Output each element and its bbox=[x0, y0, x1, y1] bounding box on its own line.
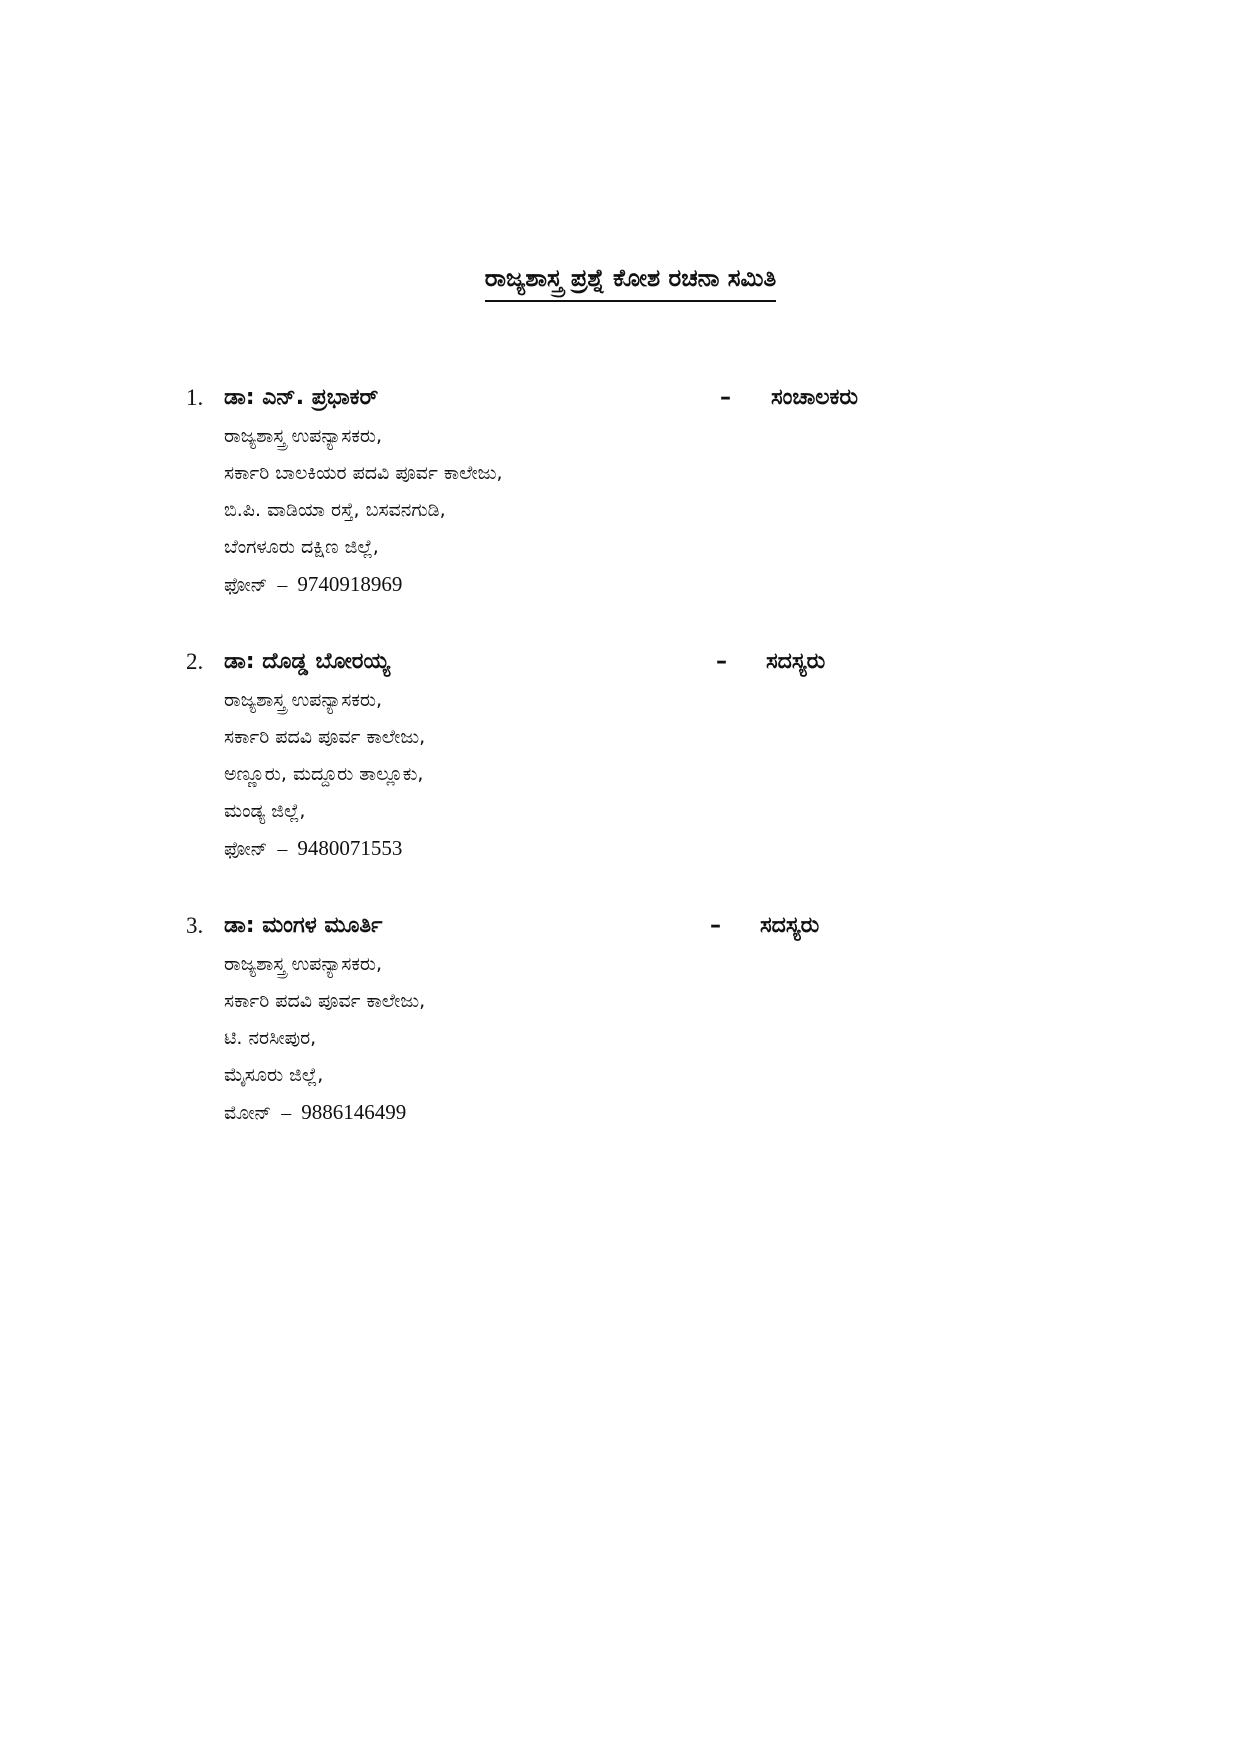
role-separator: – bbox=[720, 385, 731, 410]
phone-number: 9740918969 bbox=[297, 572, 403, 596]
role-separator: – bbox=[710, 913, 721, 938]
phone-line bbox=[224, 1094, 936, 1131]
member-number: 1. bbox=[186, 385, 204, 410]
phone-line bbox=[224, 830, 936, 867]
address-line: ಸರ್ಕಾರಿ ಪದವಿ ಪೂರ್ವ ಕಾಲೇಜು, bbox=[224, 990, 426, 1012]
member-number: 3. bbox=[186, 913, 204, 938]
address-line: ರಾಜ್ಯಶಾಸ್ತ್ರ ಉಪನ್ಯಾಸಕರು, bbox=[224, 953, 383, 975]
phone-number: 9480071553 bbox=[297, 836, 403, 860]
phone-label: ಫೋನ್ bbox=[224, 838, 268, 860]
member-role: ಸದಸ್ಯರು bbox=[766, 649, 826, 674]
member-name: ಡಾ: ಮಂಗಳ ಮೂರ್ತಿ bbox=[224, 913, 383, 938]
phone-separator: – bbox=[281, 1102, 292, 1124]
address-line: ಬೆಂಗಳೂರು ದಕ್ಷಿಣ ಜಿಲ್ಲೆ, bbox=[224, 536, 379, 558]
address-line: ರಾಜ್ಯಶಾಸ್ತ್ರ ಉಪನ್ಯಾಸಕರು, bbox=[224, 425, 383, 447]
member-address bbox=[224, 418, 936, 603]
address-line: ಮಂಡ್ಯ ಜಿಲ್ಲೆ, bbox=[224, 800, 306, 822]
member-address bbox=[224, 946, 936, 1131]
phone-label: ಫೋನ್ bbox=[224, 574, 268, 596]
document-title-block bbox=[0, 258, 1241, 302]
member-entry-3 bbox=[186, 906, 936, 1131]
member-entry-1 bbox=[186, 378, 936, 603]
phone-separator: – bbox=[277, 838, 288, 860]
member-address bbox=[224, 682, 936, 867]
member-heading bbox=[186, 906, 936, 946]
address-line: ಸರ್ಕಾರಿ ಬಾಲಕಿಯರ ಪದವಿ ಪೂರ್ವ ಕಾಲೇಜು, bbox=[224, 462, 503, 484]
address-line: ರಾಜ್ಯಶಾಸ್ತ್ರ ಉಪನ್ಯಾಸಕರು, bbox=[224, 689, 383, 711]
member-number: 2. bbox=[186, 649, 204, 674]
address-line: ಟಿ. ನರಸೀಪುರ, bbox=[224, 1027, 317, 1049]
role-separator: – bbox=[716, 649, 727, 674]
member-entry-2 bbox=[186, 642, 936, 867]
address-line: ಸರ್ಕಾರಿ ಪದವಿ ಪೂರ್ವ ಕಾಲೇಜು, bbox=[224, 726, 426, 748]
member-role: ಸದಸ್ಯರು bbox=[760, 913, 820, 938]
member-name: ಡಾ: ಎನ್. ಪ್ರಭಾಕರ್ bbox=[224, 385, 379, 410]
member-heading bbox=[186, 642, 936, 682]
member-role: ಸಂಚಾಲಕರು bbox=[771, 385, 859, 410]
phone-line bbox=[224, 566, 936, 603]
document-title: ರಾಜ್ಯಶಾಸ್ತ್ರ ಪ್ರಶ್ನೆ ಕೋಶ ರಚನಾ ಸಮಿತಿ bbox=[485, 258, 776, 302]
phone-separator: – bbox=[277, 574, 288, 596]
member-name: ಡಾ: ದೊಡ್ಡ ಬೋರಯ್ಯ bbox=[224, 649, 391, 674]
phone-number: 9886146499 bbox=[301, 1100, 407, 1124]
address-line: ಅಣ್ಣೂರು, ಮದ್ದೂರು ತಾಲ್ಲೂಕು, bbox=[224, 763, 424, 785]
phone-label: ಮೋನ್ bbox=[224, 1102, 272, 1124]
address-line: ಬಿ.ಪಿ. ವಾಡಿಯಾ ರಸ್ತೆ, ಬಸವನಗುಡಿ, bbox=[224, 499, 446, 521]
member-heading bbox=[186, 378, 936, 418]
address-line: ಮೈಸೂರು ಜಿಲ್ಲೆ, bbox=[224, 1064, 324, 1086]
